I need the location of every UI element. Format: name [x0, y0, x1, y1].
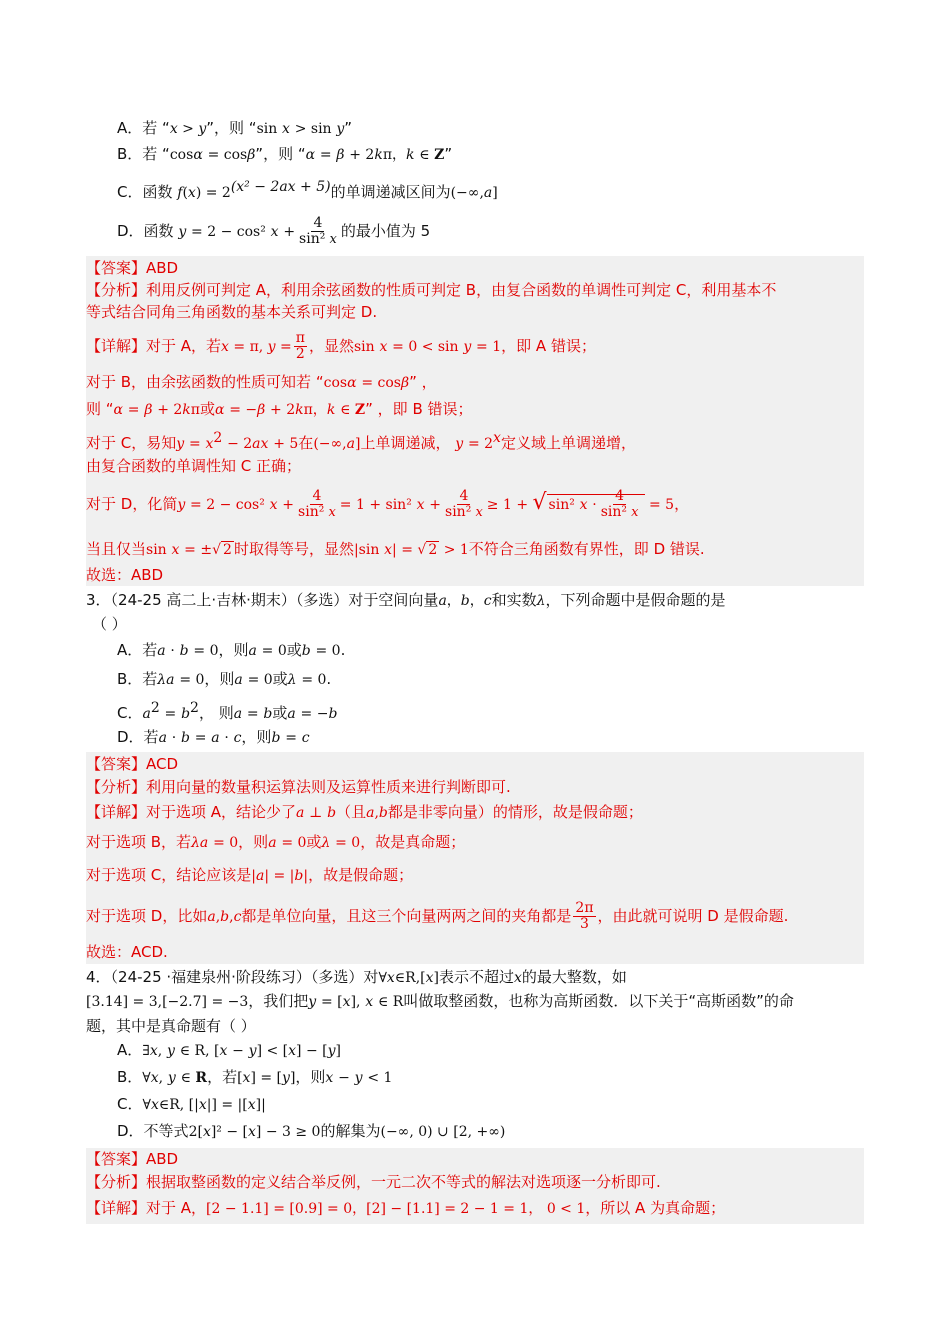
q2-detail-d2: 当且仅当sin x = ±√ 2 时取得等号，显然|sin x| = √ 2 > 1不符合三角函数有界性，即 D 错误. [86, 540, 705, 558]
q3-detail-c: 对于选项 C，结论应该是|a| = |b|，故是假命题； [86, 866, 414, 884]
q2-answer: 【答案】ABD [86, 259, 179, 277]
q3-header: 3．（24-25 高二上·吉林·期末）（多选）对于空间向量a，b，c和实数λ，下列命题中是假命题的是 [86, 591, 726, 609]
q2-option-d: D．函数 y = 2 − cos² x + $\frac{4}{\text{sin² x}}$ 的最小值为 5 [117, 215, 431, 247]
q4-option-c: C．∀x∈R, [|x|] = |[x]| [117, 1095, 266, 1113]
q3-option-c: C．$a^2 = b^2$， 则a = b或a = −b [117, 700, 338, 722]
q4-option-a: A．∃x, y ∈ R, [x − y] < [x] − [y] [117, 1041, 341, 1059]
q3-option-a: A．若a · b = 0，则a = 0或b = 0. [117, 641, 346, 659]
q4-line3: 题，其中是真命题有（ ） [86, 1017, 256, 1035]
q2-detail-b1: 对于 B，由余弦函数的性质可知若 “cosα = cosβ” ， [86, 373, 437, 391]
q4-detail-a: 【详解】对于 A，[2 − 1.1] = [0.9] = 0，[2] − [1.1] = 2 − 1 = 1， 0 < 1，所以 A 为真命题； [86, 1199, 726, 1217]
q4-option-d: D．不等式2[x]² − [x] − 3 ≥ 0的解集为(−∞, 0) ∪ [2, +∞) [117, 1122, 506, 1140]
q2-option-c: C．函数 $f(x) = 2^{(x^2 - 2ax + 5)}$的单调递减区间为(−∞,a] [117, 179, 498, 201]
q4-answer: 【答案】ABD [86, 1150, 179, 1168]
q2-conclusion: 故选：ABD [86, 566, 164, 584]
q3-conclusion: 故选：ACD. [86, 943, 168, 961]
q2-analysis-2: 等式结合同角三角函数的基本关系可判定 D. [86, 303, 378, 321]
q3-option-d: D．若a · b = a · c，则b = c [117, 728, 310, 746]
q2-detail-b2: 则 “α = β + 2kπ或α = −β + 2kπ，k ∈ Z” ，即 B 错误； [86, 400, 473, 418]
q2-detail-c1: 对于 C，易知$y = x^2 - 2ax + 5$在(−∞,a]上单调递减， $y = 2^x$定义域上单调递增， [86, 430, 636, 452]
q3-detail-b: 对于选项 B，若λa = 0，则a = 0或λ = 0，故是真命题； [86, 833, 466, 851]
q3-answer: 【答案】ACD [86, 755, 179, 773]
q2-analysis-1: 【分析】利用反例可判定 A，利用余弦函数的性质可判定 B，由复合函数的单调性可判定 C，利用基本不 [86, 281, 777, 299]
q4-line2: [3.14] = 3,[−2.7] = −3，我们把y = [x], x ∈ R叫做取整函数，也称为高斯函数．以下关于“高斯函数”的命 [86, 992, 794, 1010]
q2-detail-c2: 由复合函数的单调性知 C 正确； [86, 457, 302, 475]
q3-paren: （ ） [92, 615, 127, 633]
q2-option-b: B．若 “cosα = cosβ”，则 “α = β + 2kπ，k ∈ Z” [117, 145, 453, 163]
q2-detail-d1: 对于 D，化简y = 2 − cos² x + $\frac{4}{\text{sin² x}}$ = 1 + sin² x + $\frac{4}{\text{sin² x}}$ ≥ 1 + √ sin² x · $\frac{4}{\text{sin² x}}$ = 5， [86, 488, 690, 520]
q2-option-a: A．若 “x > y”，则 “sin x > sin y” [117, 119, 353, 137]
q3-option-b: B．若λa = 0，则a = 0或λ = 0. [117, 670, 332, 688]
q3-analysis: 【分析】利用向量的数量积运算法则及运算性质来进行判断即可. [86, 778, 511, 796]
q2-detail-a: 【详解】对于 A，若x = π, y = $\frac{\pi}{2}$ ，显然sin x = 0 < sin y = 1，即 A 错误； [86, 330, 596, 362]
q4-analysis: 【分析】根据取整函数的定义结合举反例，一元二次不等式的解法对选项逐一分析即可. [86, 1173, 661, 1191]
q4-header: 4．（24-25 ·福建泉州·阶段练习）（多选）对∀x∈R,[x]表示不超过x的最大整数，如 [86, 968, 627, 986]
q4-option-b: B．∀x, y ∈ R，若[x] = [y]，则x − y < 1 [117, 1068, 393, 1086]
q3-detail-d: 对于选项 D，比如a,b,c都是单位向量，且这三个向量两两之间的夹角都是 $\frac{2\pi}{3}$ ，由此就可说明 D 是假命题. [86, 900, 789, 932]
q3-detail-a: 【详解】对于选项 A，结论少了a ⊥ b（且a,b都是非零向量）的情形，故是假命题； [86, 803, 643, 821]
